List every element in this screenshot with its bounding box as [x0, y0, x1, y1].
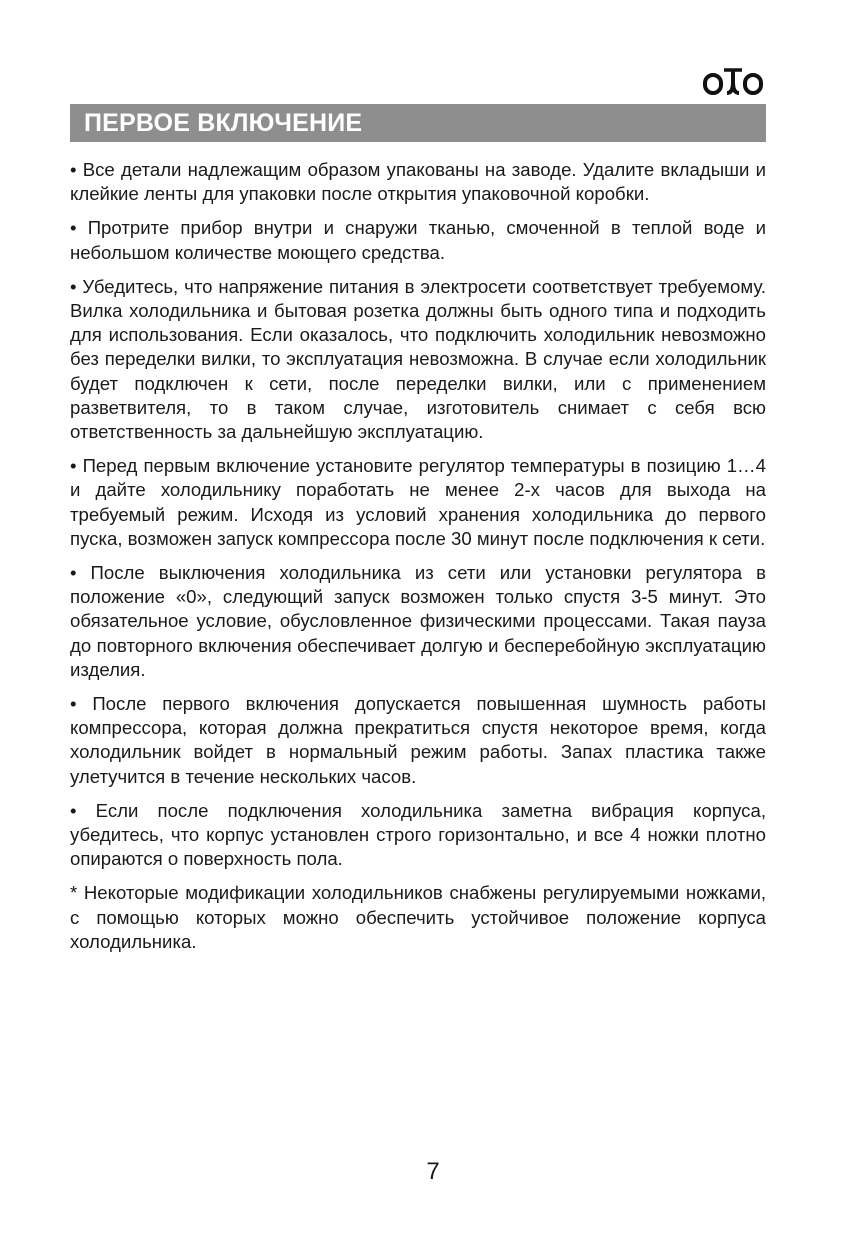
paragraph-first-start: • Перед первым включение установите регулятор температуры в позицию 1…4 и дайте холодильнику поработать не менее 2-х часов для выхода на требуемый режим. Исходя из условий хранения холодильника до первого пуска, возможен запуск компрессора после 30 минут после подключения к сети. [70, 455, 766, 549]
page-title: ПЕРВОЕ ВКЛЮЧЕНИЕ [84, 108, 363, 137]
paragraph-power-supply: • Убедитесь, что напряжение питания в электросети соответствует требуемому. Вилка холодильника и бытовая розетка должны быть одного типа и подходить для использования. Если оказалось, что подключить холодильник невозможно без переделки вилки, то эксплуатация невозможна. В случае если холодильник будет подключен к сети, после переделки вилки, или с применением разветвителя, то в таком случае, изготовитель снимает с себя всю ответственность за дальнейшую эксплуатацию. [70, 275, 766, 443]
paragraph-vibration: • Если после подключения холодильника заметна вибрация корпуса, убедитесь, что корпус установлен строго горизонтально, и все 4 ножки плотно опираются о поверхность пола. [70, 799, 766, 870]
brand-logo-icon [702, 66, 764, 96]
section-header [70, 104, 766, 142]
paragraph-footnote: * Некоторые модификации холодильников снабжены регулируемыми ножками, с помощью которых можно обеспечить устойчивое положение корпуса холодильника. [70, 882, 766, 952]
paragraph-noise: • После первого включения допускается повышенная шумность работы компрессора, которая должна прекратиться спустя некоторое время, когда холодильник войдет в нормальный режим работы. Запах пластика также улетучится в течение нескольких часов. [70, 693, 766, 787]
page-number: 7 [426, 1158, 440, 1185]
paragraph-cleaning: • Протрите прибор внутри и снаружи тканью, смоченной в теплой воде и небольшом количестве моющего средства. [70, 217, 766, 263]
content-body [70, 158, 766, 964]
paragraph-restart-pause: • После выключения холодильника из сети или установки регулятора в положение «0», следующий запуск возможен только спустя 3-5 минут. Это обязательное условие, обусловленное физическими процессами. Такая пауза до повторного включения обеспечивает долгую и бесперебойную эксплуатацию изделия. [70, 562, 766, 680]
paragraph-unpacking: • Все детали надлежащим образом упакованы на заводе. Удалите вкладыши и клейкие ленты для упаковки после открытия упаковочной коробки. [70, 159, 766, 205]
